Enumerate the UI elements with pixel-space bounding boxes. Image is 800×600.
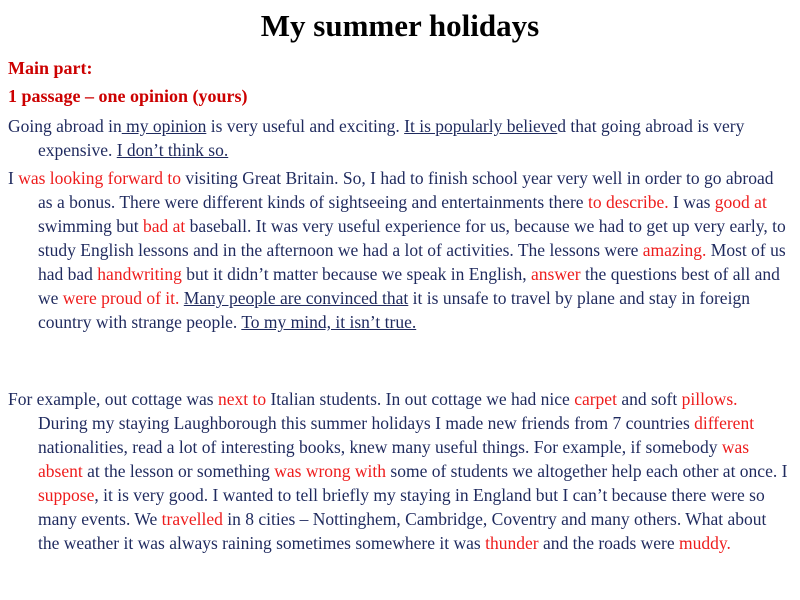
highlighted-phrase: handwriting <box>97 264 182 284</box>
text-segment: Italian students. In out cottage we had nice <box>266 389 575 409</box>
text-segment: Most of us had bad <box>38 240 786 284</box>
text-segment: Going abroad in <box>8 116 122 136</box>
highlighted-phrase: amazing. <box>642 240 707 260</box>
main-part-label: Main part: <box>8 58 93 78</box>
highlighted-phrase: suppose <box>38 485 95 505</box>
text-segment: For example, out cottage was <box>8 389 218 409</box>
text-segment: I was <box>668 192 715 212</box>
text-segment: swimming but <box>38 216 144 236</box>
text-segment: visiting Great Britain. So, I had to finish school year very well in order to go abroad as a bonus. There were different kinds of sightseeing and entertainments there <box>38 168 774 212</box>
text-segment: nationalities, read a lot of interesting books, knew many useful things. For example, if somebody <box>38 437 722 457</box>
highlighted-phrase: carpet <box>574 389 617 409</box>
text-segment: , it is very good. I wanted to tell briefly my staying in England but I can’t because there were so many events. We <box>38 485 765 529</box>
highlighted-phrase: was wrong with <box>274 461 387 481</box>
highlighted-phrase: pillows. <box>681 389 738 409</box>
paragraph-trip <box>8 166 790 334</box>
paragraph-example <box>8 387 790 555</box>
underlined-phrase: It is popularly believe <box>404 116 558 136</box>
text-segment: some of students we altogether help each other at once. I <box>386 461 788 481</box>
highlighted-phrase: travelled <box>161 509 223 529</box>
slide-title: My summer holidays <box>260 8 540 43</box>
text-segment: is very useful and exciting. <box>206 116 405 136</box>
underlined-phrase: To my mind, it isn’t true. <box>241 312 417 332</box>
underlined-phrase: my opinion <box>121 116 207 136</box>
text-segment: but it didn’t matter because we speak in English, <box>181 264 531 284</box>
passage-label: 1 passage – one opinion (yours) <box>8 86 248 106</box>
highlighted-phrase: next to <box>217 389 267 409</box>
underlined-phrase: Many people are convinced that <box>183 288 409 308</box>
text-segment: During my staying Laughborough this summer holidays I made new friends from 7 countries <box>38 413 695 433</box>
highlighted-phrase: was absent <box>38 437 750 481</box>
highlighted-phrase: answer <box>531 264 581 284</box>
text-segment: d that going abroad is very expensive. <box>38 116 745 160</box>
text-segment: baseball. It was very useful experience for us, because we had to get up very early, to study English lessons and in the afternoon we had a lot of activities. The lessons were <box>38 216 786 260</box>
highlighted-phrase: good at <box>714 192 767 212</box>
underlined-phrase: I don’t think so. <box>116 140 229 160</box>
text-segment: and soft <box>616 389 682 409</box>
text-segment: the questions best of all and we <box>38 264 780 308</box>
paragraph-opinion <box>8 114 790 162</box>
text-segment: at the lesson or something <box>82 461 275 481</box>
highlighted-phrase: different <box>694 413 755 433</box>
highlighted-phrase: thunder <box>485 533 539 553</box>
highlighted-phrase: were proud of it. <box>62 288 180 308</box>
highlighted-phrase: muddy. <box>679 533 731 553</box>
highlighted-phrase: was looking forward to <box>18 168 182 188</box>
highlighted-phrase: bad at <box>143 216 186 236</box>
text-segment: it is unsafe to travel by plane and stay in foreign country with strange people. <box>38 288 750 332</box>
highlighted-phrase: to describe. <box>587 192 669 212</box>
text-segment: in 8 cities – Nottinghem, Cambridge, Coventry and many others. What about the weather it was always raining sometimes somewhere it was <box>38 509 767 553</box>
text-segment: and the roads were <box>538 533 680 553</box>
text-segment: I <box>8 168 19 188</box>
